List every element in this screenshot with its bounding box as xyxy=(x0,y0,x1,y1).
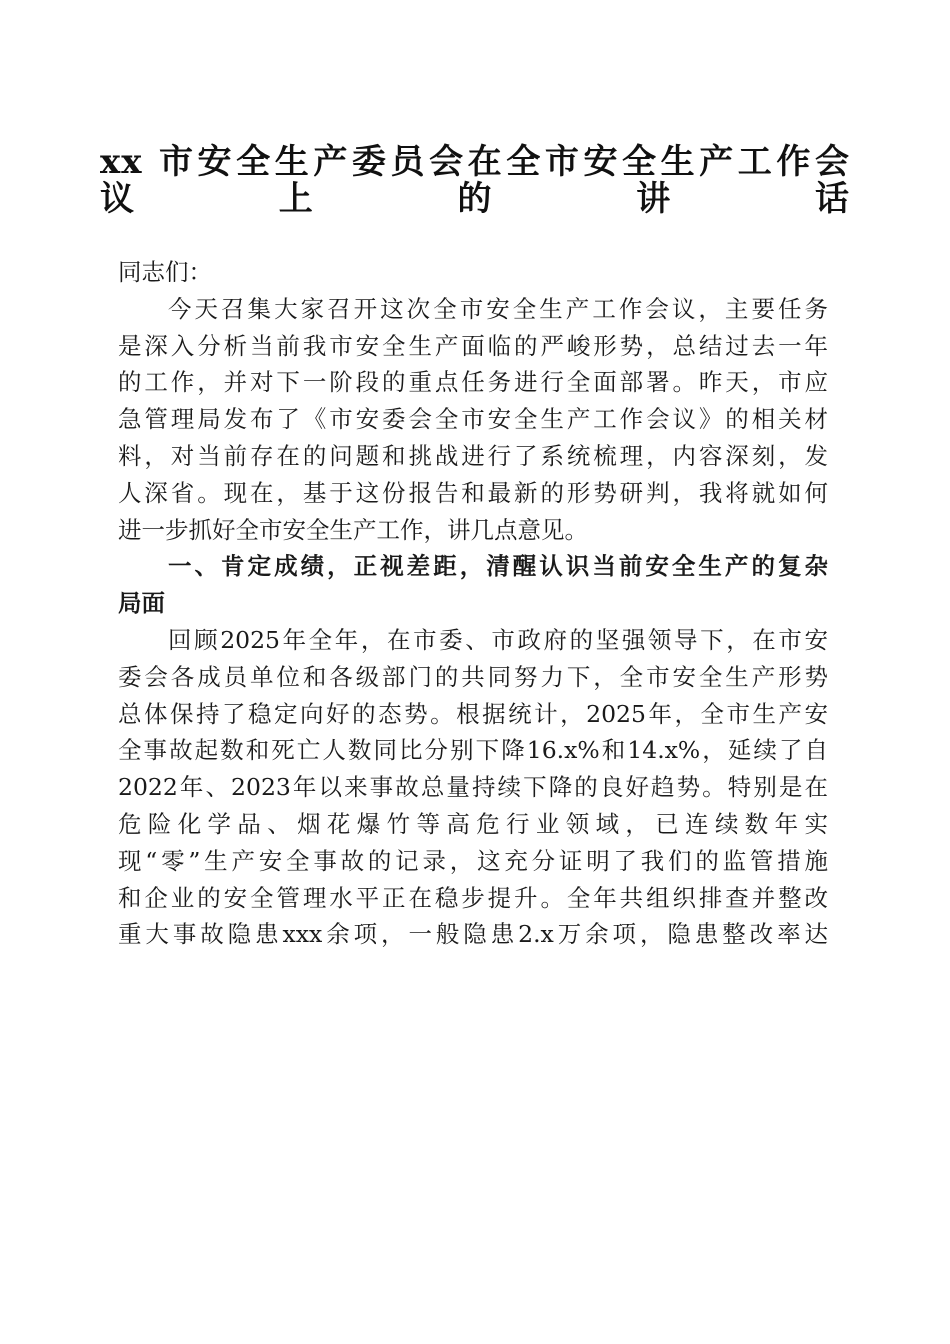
paragraph-line: 今天召集大家召开这次全市安全生产工作会议，主要任务 xyxy=(168,294,828,323)
paragraph-line: 现“零”生产安全事故的记录，这充分证明了我们的监管措施 xyxy=(118,846,828,875)
paragraph-line: 回顾2025年全年，在市委、市政府的坚强领导下，在市安 xyxy=(168,625,828,654)
paragraph-line: 总体保持了稳定向好的态势。根据统计，2025年，全市生产安 xyxy=(118,699,828,728)
paragraph-line: 委会各成员单位和各级部门的共同努力下，全市安全生产形势 xyxy=(118,662,828,691)
document-title xyxy=(100,140,850,219)
document-body xyxy=(118,254,828,953)
paragraph-line: 全事故起数和死亡人数同比分别下降16.x%和14.x%，延续了自 xyxy=(118,736,828,765)
paragraph-line: 料，对当前存在的问题和挑战进行了系统梳理，内容深刻，发 xyxy=(118,441,828,470)
paragraph-line: 是深入分析当前我市安全生产面临的严峻形势，总结过去一年 xyxy=(118,331,828,360)
title-line: 议上的讲话 xyxy=(100,178,850,219)
salutation: 同志们： xyxy=(118,258,212,286)
paragraph-line: 2022年、2023年以来事故总量持续下降的良好趋势。特别是在 xyxy=(118,773,828,802)
heading-line: 局面 xyxy=(118,589,165,618)
section-heading xyxy=(118,548,828,622)
paragraph-review xyxy=(118,622,828,953)
paragraph-line: 危险化学品、烟花爆竹等高危行业领域，已连续数年实 xyxy=(118,809,828,838)
paragraph-line: 人深省。现在，基于这份报告和最新的形势研判，我将就如何 xyxy=(118,478,828,507)
paragraph-intro xyxy=(118,291,828,549)
paragraph-line: 和企业的安全管理水平正在稳步提升。全年共组织排查并整改 xyxy=(118,883,828,912)
paragraph-line: 急管理局发布了《市安委会全市安全生产工作会议》的相关材 xyxy=(118,405,828,434)
paragraph-line: 的工作，并对下一阶段的重点任务进行全面部署。昨天，市应 xyxy=(118,368,828,397)
heading-line: 一、肯定成绩，正视差距，清醒认识当前安全生产的复杂 xyxy=(168,552,828,581)
title-line: xx 市安全生产委员会在全市安全生产工作会 xyxy=(100,142,850,182)
paragraph-line: 重大事故隐患xxx余项，一般隐患2.x万余项，隐患整改率达 xyxy=(118,920,828,949)
paragraph-line: 进一步抓好全市安全生产工作，讲几点意见。 xyxy=(118,515,588,544)
